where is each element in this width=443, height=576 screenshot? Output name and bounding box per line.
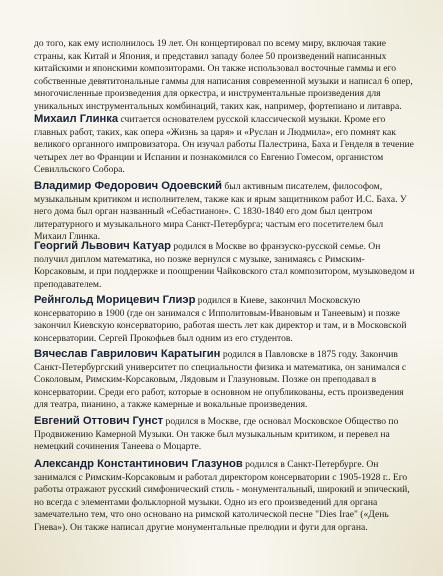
paragraph-text: родился в Москве во франзуско-русской семье. Он получил диплом математика, но позже вернулся с музыке, занимаясь с Римским-Корсаковым, и при поддержке и поощрении Чайковского стал композитором, музыковедом и преподавателем. — [34, 241, 415, 290]
composer-name: Рейнгольд Морицевич Глиэр — [34, 294, 196, 306]
paragraph-text: родился в Москве, где основал Московское Общество по Продвижению Камерной Музыки. Он также был музыкальным критиком, и перевел на немецкий сочинения Танеева о Моцарте. — [34, 416, 399, 453]
composer-name: Георгий Львович Катуар — [34, 240, 171, 252]
paragraph-intro-continuation — [34, 38, 416, 114]
paragraph-text: родился в Киеве, закончил Московскую консерваторию в 1900 (где он занимался с Ипполитовым-Ивановым и Танеевым) и позже закончил Киевскую консерваторию, работая шесть лет как директор и там, и в Московской консерватории. Сергей Прокофьев был одним из его студентов. — [34, 295, 407, 344]
paragraph-odoevsky — [34, 180, 416, 244]
paragraph-karatygin — [34, 348, 416, 412]
composer-name: Владимир Федорович Одоевский — [34, 180, 222, 192]
composer-name: Михаил Глинка — [34, 113, 119, 125]
paragraph-catoire — [34, 240, 416, 291]
paragraph-gunst — [34, 415, 416, 454]
composer-name: Александр Константинович Глазунов — [34, 458, 243, 470]
paragraph-text: до того, как ему исполнилось 19 лет. Он концертировал по всему миру, включая такие страны, как Китай и Япония, и представил западу более 50 произведений написанных китайскими и японскими композиторами. Он также использовал восточные гаммы и его собственные девятитональные гаммы для написания современной музыки и написал 6 опер, многочисленные произведения для оркестра, и инструментальные произведения для уникальных инструментальных комбинаций, таких как, например, фортепиано и литавра. — [34, 38, 413, 112]
composer-name: Евгений Оттович Гунст — [34, 415, 164, 427]
paragraph-glinka — [34, 113, 416, 177]
paragraph-text: был активным писателем, философом, музыкальным критиком и исполнителем, также как и ярым защитником работ И.С. Баха. У него дома был орган названный «Себастианон». С 1830-1840 его дом был центром литературного и музыкального мира Санкт-Петербурга; частым его посетителем был Михаил Глинка. — [34, 181, 407, 243]
paragraph-glazunov — [34, 458, 416, 535]
paragraph-text: родился в Павловске в 1875 году. Закончив Санкт-Петербургский университет по специальности физика и математика, он занимался с Соколовым, Римским-Корсаковым, Лядовым и Глазуновым. Позже он преподавал в консерватории. Среди его работ, которые в основном не опубликованы, есть произведения для театра, пианино, а также камерные и вокальные произведения. — [34, 349, 407, 411]
paragraph-text: считается основателем русской классической музыки. Кроме его главных работ, таких, как опера «Жизнь за царя» и «Руслан и Людмила», его помнят как великого органного импровизатора. Он изучал работы Палестрина, Баха и Генделя в течение четырех лет во Франции и Испании и познакомился со Евгенио Гомесом, органистом Севилльского Собора. — [34, 114, 414, 176]
paragraph-text: родился в Санкт-Петербурге. Он занимался с Римским-Корсаковым и работал директором консерватории с 1905-1928 г.. Его работы отражают русский симфонический стиль - монументальный, широкий и эпический, но всегда с элементами фольклорной музыки. Одно из его произведений для органа замечательно тем, что оно основано на римской католической песне "Dies Irae" («День Гнева»). Он также написал другие монументальные прелюдии и фуги для органа. — [34, 459, 410, 533]
paragraph-glier — [34, 294, 416, 345]
composer-name: Вячеслав Гаврилович Каратыгин — [34, 348, 221, 360]
